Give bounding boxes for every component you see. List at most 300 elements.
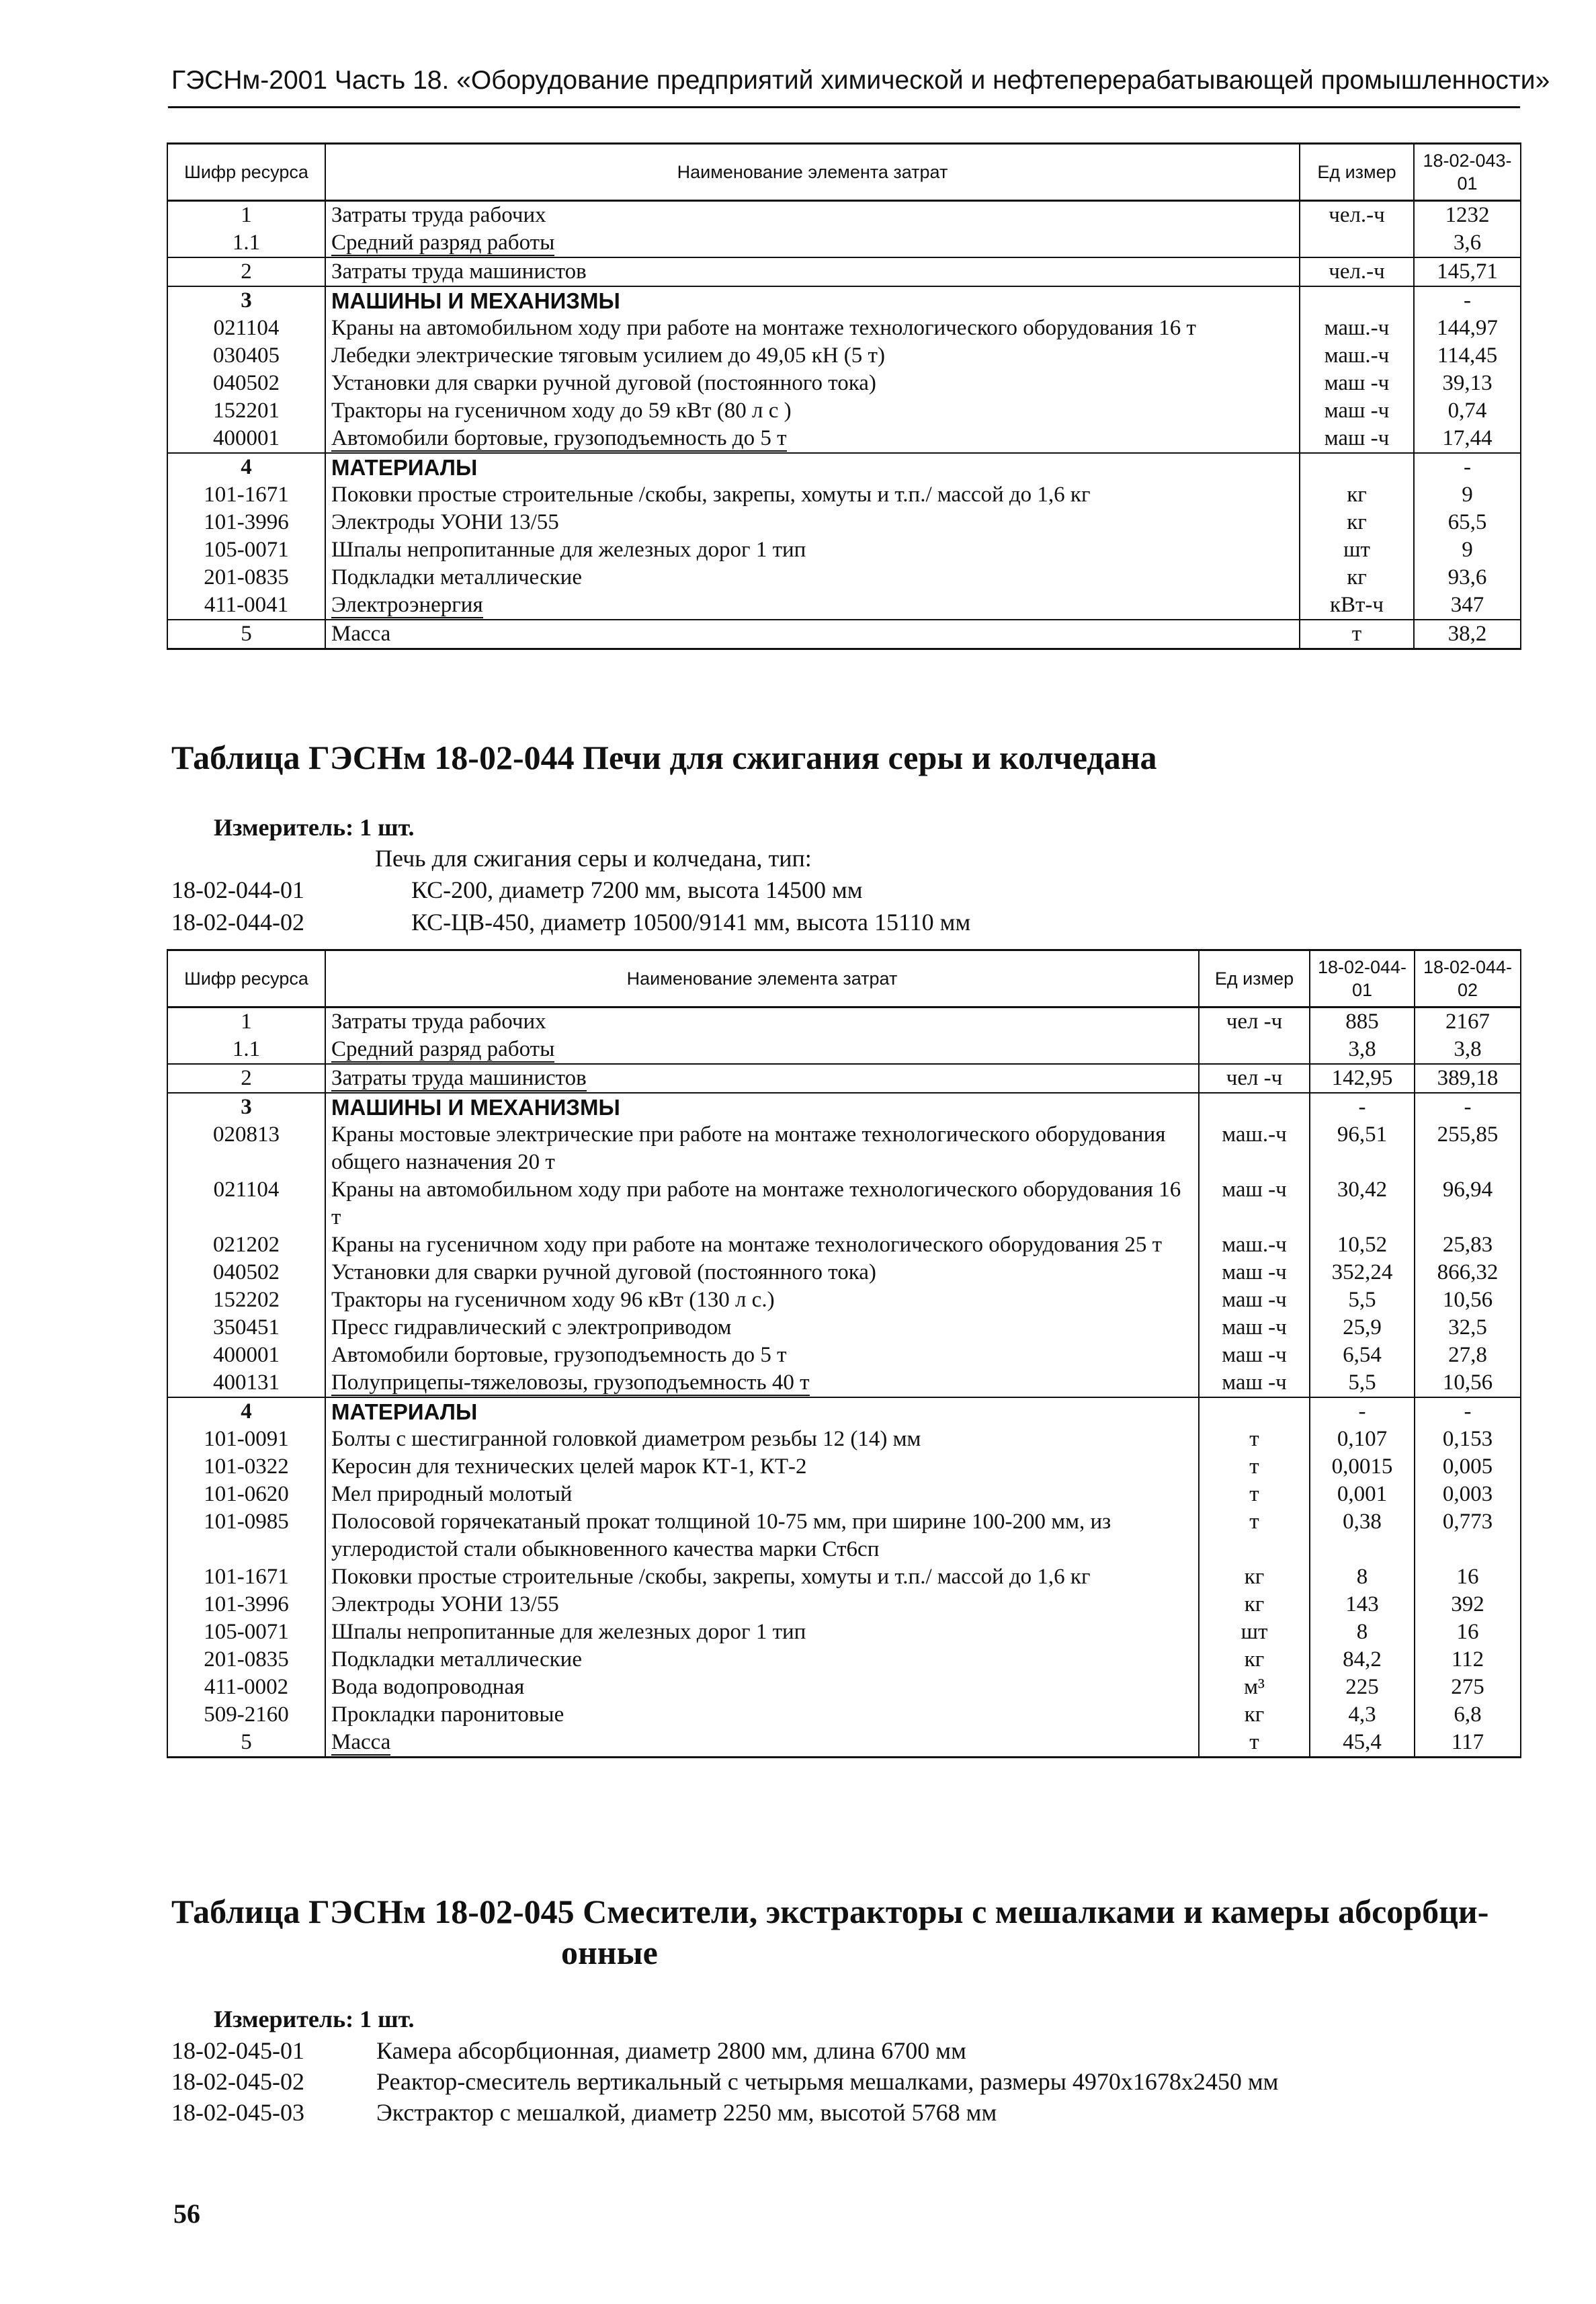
cell-unit: маш.-ч (1199, 1231, 1310, 1259)
col-header-value: 18-02-043-01 (1414, 144, 1521, 201)
col-header-name: Наименование элемента затрат (325, 950, 1199, 1007)
cell-unit (1199, 1036, 1310, 1064)
cell-name (325, 1674, 1199, 1701)
cell-unit: маш -ч (1300, 370, 1414, 397)
cell-code: 101-1671 (167, 1563, 325, 1591)
col-header-unit: Ед измер (1199, 950, 1310, 1007)
cell-name-text: Тракторы на гусеничном ходу 96 кВт (130 л с.) (331, 1288, 775, 1312)
cell-unit: маш -ч (1300, 425, 1414, 453)
cell-code: 101-0985 (167, 1508, 325, 1563)
cell-unit: кг (1300, 509, 1414, 536)
cell-unit: маш -ч (1199, 1342, 1310, 1369)
table-row (167, 1036, 1521, 1064)
cell-name-text: Установки для сварки ручной дуговой (постоянного тока) (331, 1260, 876, 1284)
table-row (167, 1176, 1521, 1231)
table-row (167, 257, 1521, 286)
cell-name (325, 315, 1300, 342)
cell-name-text: Электроды УОНИ 13/55 (331, 510, 559, 534)
item-code: 18-02-045-03 (171, 2099, 304, 2126)
cell-name (325, 1701, 1199, 1729)
cell-value: 114,45 (1414, 342, 1521, 370)
cell-code: 411-0002 (167, 1674, 325, 1701)
cell-code: 5 (167, 620, 325, 649)
cell-code: 152201 (167, 397, 325, 425)
cell-name (325, 397, 1300, 425)
cell-value: 9 (1414, 481, 1521, 509)
cell-code: 021104 (167, 315, 325, 342)
cell-name-text: Шпалы непропитанные для железных дорог 1 тип (331, 538, 806, 562)
cell-value: 5,5 (1310, 1369, 1415, 1397)
table-044-title: Таблица ГЭСНм 18-02-044 Печи для сжигания серы и колчедана (171, 739, 1157, 776)
table-row (167, 397, 1521, 425)
cell-code: 101-1671 (167, 481, 325, 509)
cell-code: 1.1 (167, 229, 325, 257)
table-body (167, 201, 1521, 649)
cell-value: 17,44 (1414, 425, 1521, 453)
col-header-unit: Ед измер (1300, 144, 1414, 201)
cell-value: 10,56 (1415, 1369, 1521, 1397)
cell-value: 16 (1415, 1563, 1521, 1591)
cell-code: 101-3996 (167, 1591, 325, 1618)
table-row (167, 342, 1521, 370)
cell-value: 255,85 (1415, 1121, 1521, 1176)
cell-value: 3,6 (1414, 229, 1521, 257)
cell-value: 389,18 (1415, 1064, 1521, 1093)
cell-code: 350451 (167, 1314, 325, 1342)
cell-name-text: Электроэнергия (331, 593, 483, 617)
table-row (167, 1064, 1521, 1093)
cell-unit: т (1300, 620, 1414, 649)
cell-code: 4 (167, 453, 325, 481)
table-row (167, 315, 1521, 342)
table-row (167, 370, 1521, 397)
cell-code: 201-0835 (167, 1646, 325, 1674)
item-text: КС-200, диаметр 7200 мм, высота 14500 мм (411, 876, 863, 903)
cell-name (325, 1563, 1199, 1591)
cell-name (325, 1064, 1199, 1093)
cell-value: 0,005 (1415, 1453, 1521, 1481)
cell-name (325, 1646, 1199, 1674)
cell-unit: маш -ч (1199, 1259, 1310, 1286)
cell-code: 020813 (167, 1121, 325, 1176)
resource-table-044 (167, 949, 1521, 1758)
cell-unit: шт (1300, 536, 1414, 564)
cell-unit: маш -ч (1199, 1286, 1310, 1314)
cell-value: 142,95 (1310, 1064, 1415, 1093)
col-header-code: Шифр ресурса (167, 144, 325, 201)
table-header-row (167, 144, 1521, 201)
cell-name-text: Прокладки паронитовые (331, 1702, 564, 1727)
table-body (167, 1007, 1521, 1758)
cell-value: 39,13 (1414, 370, 1521, 397)
cell-name (325, 370, 1300, 397)
table-row (167, 286, 1521, 315)
cell-code: 2 (167, 257, 325, 286)
cell-name (325, 591, 1300, 620)
cell-name-text: Полуприцепы-тяжеловозы, грузоподъемность 40 т (331, 1370, 810, 1395)
cell-name (325, 564, 1300, 591)
cell-code: 5 (167, 1729, 325, 1758)
cell-name (325, 342, 1300, 370)
cell-value: 0,0015 (1310, 1453, 1415, 1481)
cell-code: 021104 (167, 1176, 325, 1231)
cell-code: 105-0071 (167, 1618, 325, 1646)
cell-value: 0,153 (1415, 1426, 1521, 1453)
cell-value: 25,83 (1415, 1231, 1521, 1259)
cell-name (325, 1314, 1199, 1342)
cell-unit: шт (1199, 1618, 1310, 1646)
cell-value: 65,5 (1414, 509, 1521, 536)
measure-line-045 (214, 2005, 414, 2033)
cell-name-text: Подкладки металлические (331, 565, 582, 589)
cell-value: 3,8 (1310, 1036, 1415, 1064)
table-row (167, 481, 1521, 509)
cell-name-text: Подкладки металлические (331, 1647, 582, 1672)
running-header: ГЭСНм-2001 Часть 18. «Оборудование предприятий химической и нефтеперерабатывающей промышленности» (171, 66, 1550, 95)
cell-value: 16 (1415, 1618, 1521, 1646)
cell-value: 27,8 (1415, 1342, 1521, 1369)
cell-name-text: Лебедки электрические тяговым усилием до 49,05 кН (5 т) (331, 343, 885, 368)
cell-value: 5,5 (1310, 1286, 1415, 1314)
cell-name-text: Тракторы на гусеничном ходу до 59 кВт (80 л с ) (331, 399, 792, 423)
cell-unit: кг (1199, 1646, 1310, 1674)
table-row (167, 1426, 1521, 1453)
cell-name-text: Поковки простые строительные /скобы, закрепы, хомуты и т.п./ массой до 1,6 кг (331, 1565, 1091, 1589)
cell-value: 885 (1310, 1007, 1415, 1036)
cell-name-text: Краны на гусеничном ходу при работе на монтаже технологического оборудования 25 т (331, 1233, 1163, 1257)
cell-unit (1199, 1093, 1310, 1121)
table-row (167, 1007, 1521, 1036)
cell-code: 400001 (167, 425, 325, 453)
cell-code: 1.1 (167, 1036, 325, 1064)
cell-code: 030405 (167, 342, 325, 370)
cell-name-text: Затраты труда машинистов (331, 259, 587, 284)
cell-unit: чел.-ч (1300, 201, 1414, 230)
item-text: Реактор-смеситель вертикальный с четырьмя мешалками, размеры 4970х1678х2450 мм (376, 2068, 1279, 2095)
col-header-value-1: 18-02-044-01 (1310, 950, 1415, 1007)
item-code: 18-02-045-02 (171, 2068, 304, 2095)
cell-code: 509-2160 (167, 1701, 325, 1729)
cell-value: - (1414, 286, 1521, 315)
cell-name (325, 1426, 1199, 1453)
cell-name-text: Средний разряд работы (331, 231, 555, 255)
cell-code: 101-0620 (167, 1481, 325, 1508)
cell-value: 144,97 (1414, 315, 1521, 342)
table-row (167, 591, 1521, 620)
cell-value: 0,38 (1310, 1508, 1415, 1563)
cell-name (325, 481, 1300, 509)
cell-value: 866,32 (1415, 1259, 1521, 1286)
cell-unit: т (1199, 1729, 1310, 1758)
cell-unit: маш -ч (1300, 397, 1414, 425)
cell-value: 45,4 (1310, 1729, 1415, 1758)
cell-name (325, 1729, 1199, 1758)
cell-value: 10,52 (1310, 1231, 1415, 1259)
cell-name-text: Затраты труда рабочих (331, 203, 546, 227)
cell-code: 201-0835 (167, 564, 325, 591)
cell-name-text: Вода водопроводная (331, 1675, 525, 1699)
cell-name (325, 425, 1300, 453)
table-row (167, 1369, 1521, 1397)
cell-unit: кг (1300, 481, 1414, 509)
cell-name-text: Масса (331, 1730, 391, 1754)
cell-value: 1232 (1414, 201, 1521, 230)
cell-unit: маш -ч (1199, 1369, 1310, 1397)
table-row (167, 564, 1521, 591)
table-row (167, 201, 1521, 230)
cell-unit: т (1199, 1426, 1310, 1453)
cell-value: 352,24 (1310, 1259, 1415, 1286)
cell-code: 1 (167, 201, 325, 230)
cell-name-text: Затраты труда рабочих (331, 1010, 546, 1034)
cell-unit: чел -ч (1199, 1007, 1310, 1036)
cell-name-text: Электроды УОНИ 13/55 (331, 1592, 559, 1616)
cell-code: 411-0041 (167, 591, 325, 620)
cell-unit: кг (1199, 1701, 1310, 1729)
cell-unit: чел -ч (1199, 1064, 1310, 1093)
cell-name (325, 620, 1300, 649)
measure-value: 1 шт. (360, 2006, 415, 2032)
cell-name-text: МАШИНЫ И МЕХАНИЗМЫ (331, 288, 620, 313)
table-044-intro: Печь для сжигания серы и колчедана, тип: (375, 845, 812, 872)
cell-name-text: Шпалы непропитанные для железных дорог 1 тип (331, 1620, 806, 1644)
cell-value: 96,51 (1310, 1121, 1415, 1176)
cell-unit: м³ (1199, 1674, 1310, 1701)
cell-name-text: МАТЕРИАЛЫ (331, 1399, 478, 1424)
item-text: Камера абсорбционная, диаметр 2800 мм, длина 6700 мм (376, 2037, 966, 2064)
table-row (167, 1093, 1521, 1121)
table-row (167, 453, 1521, 481)
cell-name-text: Краны на автомобильном ходу при работе на монтаже технологического оборудования 16 т (331, 1178, 1181, 1229)
cell-value: 6,54 (1310, 1342, 1415, 1369)
cell-unit: маш -ч (1199, 1176, 1310, 1231)
cell-unit: кг (1199, 1591, 1310, 1618)
cell-name-text: Автомобили бортовые, грузоподъемность до 5 т (331, 1343, 787, 1367)
cell-name (325, 1036, 1199, 1064)
cell-name-text: Краны на автомобильном ходу при работе на монтаже технологического оборудования 16 т (331, 316, 1196, 340)
table-row (167, 536, 1521, 564)
cell-name-text: Поковки простые строительные /скобы, закрепы, хомуты и т.п./ массой до 1,6 кг (331, 483, 1091, 507)
cell-name (325, 509, 1300, 536)
cell-name (325, 1591, 1199, 1618)
cell-name (325, 201, 1300, 230)
cell-name (325, 1369, 1199, 1397)
cell-value: 112 (1415, 1646, 1521, 1674)
cell-name (325, 453, 1300, 481)
cell-name-text: МАШИНЫ И МЕХАНИЗМЫ (331, 1095, 620, 1120)
cell-name (325, 1259, 1199, 1286)
cell-value: - (1415, 1093, 1521, 1121)
cell-unit (1199, 1397, 1310, 1426)
cell-code: 400001 (167, 1342, 325, 1369)
cell-name-text: Мел природный молотый (331, 1482, 573, 1506)
cell-code: 101-0322 (167, 1453, 325, 1481)
measure-label: Измеритель: (214, 2006, 354, 2032)
cell-unit (1300, 229, 1414, 257)
cell-name-text: Автомобили бортовые, грузоподъемность до 5 т (331, 426, 787, 450)
cell-unit: чел.-ч (1300, 257, 1414, 286)
cell-name (325, 1007, 1199, 1036)
item-code: 18-02-044-01 (171, 876, 304, 903)
item-text: КС-ЦВ-450, диаметр 10500/9141 мм, высота 15110 мм (411, 909, 971, 936)
cell-value: - (1310, 1397, 1415, 1426)
cell-name (325, 1481, 1199, 1508)
cell-value: 8 (1310, 1563, 1415, 1591)
cell-name (325, 1453, 1199, 1481)
cell-name (325, 1093, 1199, 1121)
cell-unit: кВт-ч (1300, 591, 1414, 620)
cell-value: 275 (1415, 1674, 1521, 1701)
cell-value: 84,2 (1310, 1646, 1415, 1674)
cell-name (325, 229, 1300, 257)
cell-value: 25,9 (1310, 1314, 1415, 1342)
table-row (167, 1701, 1521, 1729)
table-row (167, 1646, 1521, 1674)
table-row (167, 425, 1521, 453)
cell-value: - (1310, 1093, 1415, 1121)
cell-name-text: Средний разряд работы (331, 1037, 555, 1061)
cell-code: 152202 (167, 1286, 325, 1314)
cell-value: 10,56 (1415, 1286, 1521, 1314)
cell-unit: маш -ч (1199, 1314, 1310, 1342)
cell-name (325, 257, 1300, 286)
cell-code: 021202 (167, 1231, 325, 1259)
measure-label: Измеритель: (214, 814, 354, 841)
cell-name (325, 1176, 1199, 1231)
table-row (167, 1674, 1521, 1701)
cell-unit: т (1199, 1453, 1310, 1481)
table-row (167, 1314, 1521, 1342)
cell-name (325, 1231, 1199, 1259)
cell-code: 3 (167, 286, 325, 315)
cell-name-text: Болты с шестигранной головкой диаметром резьбы 12 (14) мм (331, 1427, 921, 1451)
cell-value: 8 (1310, 1618, 1415, 1646)
cell-name-text: Полосовой горячекатаный прокат толщиной 10-75 мм, при ширине 100-200 мм, из углеродистой стали обыкновенного качества марки Ст6сп (331, 1510, 1111, 1561)
table-row (167, 1259, 1521, 1286)
table-row (167, 1121, 1521, 1176)
measure-value: 1 шт. (360, 814, 415, 841)
cell-value: 392 (1415, 1591, 1521, 1618)
cell-value: 143 (1310, 1591, 1415, 1618)
table-row (167, 1563, 1521, 1591)
table-row (167, 1397, 1521, 1426)
cell-value: 225 (1310, 1674, 1415, 1701)
cell-unit: маш.-ч (1300, 342, 1414, 370)
cell-name-text: Керосин для технических целей марок КТ-1, КТ-2 (331, 1454, 807, 1479)
cell-name (325, 286, 1300, 315)
cell-value: 30,42 (1310, 1176, 1415, 1231)
header-rule (168, 106, 1520, 108)
table-row (167, 1231, 1521, 1259)
cell-value: 9 (1414, 536, 1521, 564)
table-row (167, 1342, 1521, 1369)
cell-value: 96,94 (1415, 1176, 1521, 1231)
cell-unit: маш.-ч (1199, 1121, 1310, 1176)
cell-value: 0,001 (1310, 1481, 1415, 1508)
table-row (167, 1729, 1521, 1758)
table-row (167, 1481, 1521, 1508)
cell-code: 3 (167, 1093, 325, 1121)
cell-unit: т (1199, 1508, 1310, 1563)
table-row (167, 229, 1521, 257)
table-045-title-line1: Таблица ГЭСНм 18-02-045 Смесители, экстракторы с мешалками и камеры абсорбци- (171, 1893, 1489, 1930)
cell-name-text: Краны мостовые электрические при работе на монтаже технологического оборудования общего назначения 20 т (331, 1122, 1166, 1174)
cell-value: 3,8 (1415, 1036, 1521, 1064)
cell-code: 4 (167, 1397, 325, 1426)
cell-name (325, 536, 1300, 564)
cell-value: 32,5 (1415, 1314, 1521, 1342)
page-number: 56 (173, 2198, 200, 2229)
table-row (167, 620, 1521, 649)
cell-name (325, 1508, 1199, 1563)
item-code: 18-02-045-01 (171, 2037, 304, 2064)
cell-value: 93,6 (1414, 564, 1521, 591)
cell-value: 2167 (1415, 1007, 1521, 1036)
table-row (167, 509, 1521, 536)
cell-code: 2 (167, 1064, 325, 1093)
cell-unit: кг (1199, 1563, 1310, 1591)
cell-code: 040502 (167, 370, 325, 397)
cell-unit: маш.-ч (1300, 315, 1414, 342)
item-text: Экстрактор с мешалкой, диаметр 2250 мм, высотой 5768 мм (376, 2099, 997, 2126)
cell-code: 040502 (167, 1259, 325, 1286)
table-row (167, 1453, 1521, 1481)
col-header-code: Шифр ресурса (167, 950, 325, 1007)
cell-value: 117 (1415, 1729, 1521, 1758)
cell-code: 101-0091 (167, 1426, 325, 1453)
table-row (167, 1618, 1521, 1646)
cell-name-text: МАТЕРИАЛЫ (331, 455, 478, 480)
cell-code: 105-0071 (167, 536, 325, 564)
cell-unit: кг (1300, 564, 1414, 591)
table-row (167, 1508, 1521, 1563)
measure-line-044 (214, 813, 414, 841)
cell-code: 400131 (167, 1369, 325, 1397)
cell-value: - (1415, 1397, 1521, 1426)
cell-value: 38,2 (1414, 620, 1521, 649)
cell-name-text: Пресс гидравлический с электроприводом (331, 1315, 732, 1340)
cell-name (325, 1618, 1199, 1646)
cell-unit (1300, 286, 1414, 315)
cell-value: 0,74 (1414, 397, 1521, 425)
col-header-value-2: 18-02-044-02 (1415, 950, 1521, 1007)
cell-value: 347 (1414, 591, 1521, 620)
table-045-title-line2: онные (561, 1934, 658, 1971)
cell-name (325, 1397, 1199, 1426)
col-header-name: Наименование элемента затрат (325, 144, 1300, 201)
cell-name-text: Масса (331, 622, 391, 646)
cell-value: - (1414, 453, 1521, 481)
cell-value: 0,107 (1310, 1426, 1415, 1453)
resource-table-043 (167, 142, 1521, 650)
table-row (167, 1286, 1521, 1314)
cell-unit: т (1199, 1481, 1310, 1508)
cell-name-text: Установки для сварки ручной дуговой (постоянного тока) (331, 371, 876, 395)
cell-name (325, 1286, 1199, 1314)
cell-name-text: Затраты труда машинистов (331, 1066, 587, 1090)
table-header-row (167, 950, 1521, 1007)
item-code: 18-02-044-02 (171, 909, 304, 936)
cell-value: 0,773 (1415, 1508, 1521, 1563)
cell-value: 4,3 (1310, 1701, 1415, 1729)
table-row (167, 1591, 1521, 1618)
cell-name (325, 1121, 1199, 1176)
cell-unit (1300, 453, 1414, 481)
cell-value: 6,8 (1415, 1701, 1521, 1729)
cell-value: 0,003 (1415, 1481, 1521, 1508)
cell-name (325, 1342, 1199, 1369)
cell-value: 145,71 (1414, 257, 1521, 286)
